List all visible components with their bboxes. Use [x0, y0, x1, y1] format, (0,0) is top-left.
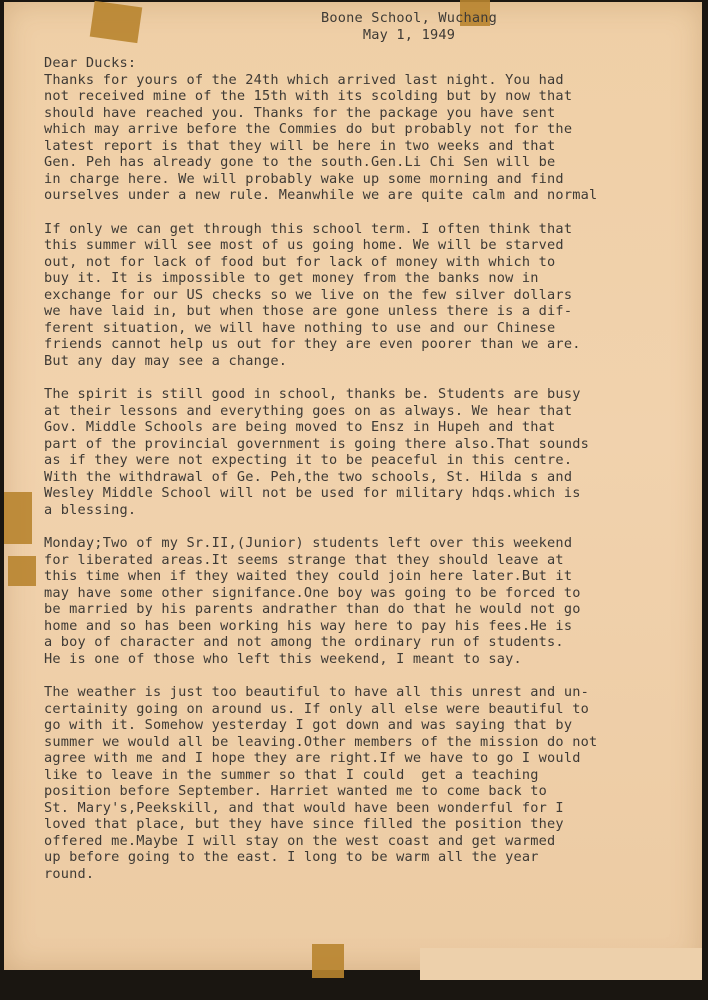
letter-line: But any day may see a change.	[44, 352, 288, 369]
letter-line: agree with me and I hope they are right.If we have to go I would	[44, 750, 581, 766]
letter-line: like to leave in the summer so that I could get a teaching	[44, 766, 539, 783]
letter-line: ferent situation, we will have nothing to use and our Chinese	[44, 319, 556, 336]
letter-line: exchange for our US checks so we live on the few silver dollars	[44, 286, 573, 303]
letter-place: Boone School, Wuchang	[320, 10, 498, 26]
typed-letter	[44, 10, 694, 882]
letter-paragraph	[44, 684, 694, 882]
letter-paragraph	[44, 72, 694, 204]
letter-line: which may arrive before the Commies do but probably not for the	[44, 121, 573, 137]
tape-mark	[312, 944, 344, 978]
letter-line: as if they were not expecting it to be peaceful in this centre.	[44, 452, 573, 468]
letter-line: friends cannot help us out for they are even poorer than we are.	[44, 336, 581, 352]
letter-line: Thanks for yours of the 24th which arrived last night. You had	[44, 71, 564, 88]
letter-line: for liberated areas.It seems strange that they should leave at	[44, 551, 564, 568]
letter-body	[44, 72, 694, 883]
letter-line: The weather is just too beautiful to have all this unrest and un-	[44, 684, 589, 700]
letter-line: Wesley Middle School will not be used for military hdqs.which is	[44, 485, 581, 501]
salutation: Dear Ducks:	[44, 55, 137, 71]
letter-line: in charge here. We will probably wake up some morning and find	[44, 170, 564, 187]
letter-line: certainity going on around us. If only all else were beautiful to	[44, 700, 589, 717]
letter-line: a blessing.	[44, 501, 137, 518]
letter-line: we have laid in, but when those are gone unless there is a dif-	[44, 303, 573, 319]
letter-line: may have some other signifance.One boy was going to be forced to	[44, 584, 581, 601]
letter-line: be married by his parents andrather than do that he would not go	[44, 601, 581, 617]
letter-line: St. Mary's,Peekskill, and that would have been wonderful for I	[44, 799, 564, 816]
tape-mark	[4, 492, 32, 544]
letter-line: Monday;Two of my Sr.II,(Junior) students left over this weekend	[44, 535, 573, 551]
letter-line: If only we can get through this school term. I often think that	[44, 220, 573, 237]
letter-line: a boy of character and not among the ordinary run of students.	[44, 634, 564, 650]
letter-line: up before going to the east. I long to be warm all the year	[44, 849, 539, 865]
letter-line: should have reached you. Thanks for the package you have sent	[44, 104, 556, 121]
letter-line: With the withdrawal of Ge. Peh,the two schools, St. Hilda s and	[44, 468, 573, 485]
letter-line: go with it. Somehow yesterday I got down and was saying that by	[44, 717, 573, 733]
letter-line: round.	[44, 865, 95, 882]
letter-line: part of the provincial government is going there also.That sounds	[44, 435, 589, 452]
letter-line: at their lessons and everything goes on as always. We hear that	[44, 402, 573, 419]
letter-line: out, not for lack of food but for lack of money with which to	[44, 253, 556, 270]
letter-line: position before September. Harriet wanted me to come back to	[44, 783, 548, 799]
letter-line: not received mine of the 15th with its scolding but by now that	[44, 88, 573, 104]
letter-line: loved that place, but they have since filled the position they	[44, 816, 564, 832]
tape-mark	[8, 556, 36, 586]
letter-line: offered me.Maybe I will stay on the west coast and get warmed	[44, 832, 556, 849]
letter-line: He is one of those who left this weekend, I meant to say.	[44, 650, 522, 667]
letter-paragraph	[44, 386, 694, 518]
letter-line: this time when if they waited they could join here later.But it	[44, 568, 573, 584]
letter-line: this summer will see most of us going home. We will be starved	[44, 237, 564, 253]
letter-line: home and so has been working his way here to pay his fees.He is	[44, 617, 573, 634]
letter-paragraph	[44, 221, 694, 370]
letter-line: buy it. It is impossible to get money from the banks now in	[44, 270, 539, 286]
letter-line: Gov. Middle Schools are being moved to Ensz in Hupeh and that	[44, 419, 556, 435]
letter-date: May 1, 1949	[362, 26, 456, 43]
letter-line: Gen. Peh has already gone to the south.Gen.Li Chi Sen will be	[44, 154, 556, 170]
letter-paragraph	[44, 535, 694, 667]
paper-torn-strip	[420, 948, 702, 980]
letter-header	[124, 10, 694, 43]
letter-line: The spirit is still good in school, thanks be. Students are busy	[44, 386, 581, 402]
letter-line: summer we would all be leaving.Other members of the mission do not	[44, 733, 598, 750]
letter-line: latest report is that they will be here in two weeks and that	[44, 137, 556, 154]
letter-line: ourselves under a new rule. Meanwhile we are quite calm and normal	[44, 187, 598, 203]
